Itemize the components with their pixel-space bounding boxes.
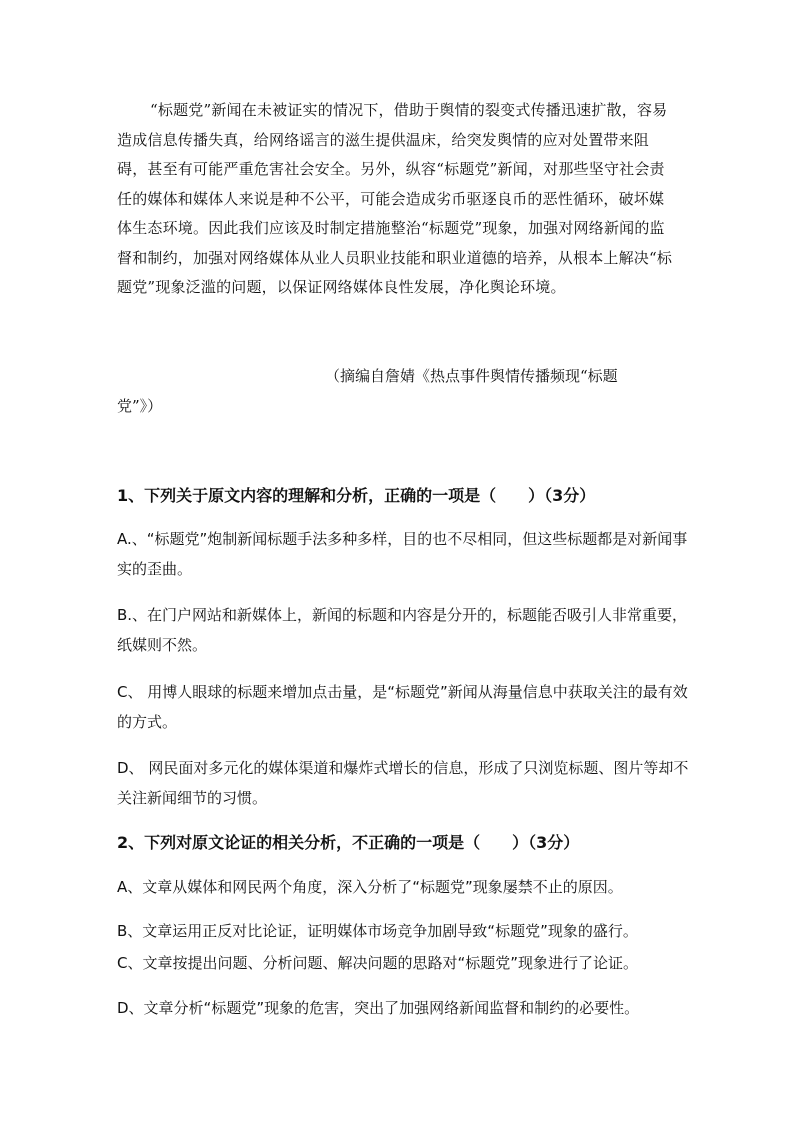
- question-2-option-b[interactable]: B、文章运用正反对比论证，证明媒体市场竞争加剧导致“标题党”现象的盛行。: [117, 922, 638, 940]
- source-citation-line1: （摘编自詹婧《热点事件舆情传播频现“标题: [325, 367, 618, 385]
- question-1-option-a[interactable]: A.、“标题党”炮制新闻标题手法多种多样，目的也不尽相同，但这些标题都是对新闻事实的歪曲。: [117, 530, 688, 578]
- question-2-option-c[interactable]: C、文章按提出问题、分析问题、解决问题的思路对“标题党”现象进行了论证。: [117, 954, 639, 972]
- question-2-option-d[interactable]: D、文章分析“标题党”现象的危害，突出了加强网络新闻监督和制约的必要性。: [117, 999, 640, 1017]
- question-1-option-c[interactable]: C、 用博人眼球的标题来增加点击量，是“标题党”新闻从海量信息中获取关注的最有效的方式。: [117, 683, 688, 731]
- question-1-option-d[interactable]: D、 网民面对多元化的媒体渠道和爆炸式增长的信息，形成了只浏览标题、图片等却不关注新闻细节的习惯。: [117, 759, 689, 807]
- question-1-title: 1、下列关于原文内容的理解和分析，正确的一项是（ ）（3分）: [117, 486, 596, 505]
- question-2-option-a[interactable]: A、文章从媒体和网民两个角度，深入分析了“标题党”现象屡禁不止的原因。: [117, 878, 623, 896]
- source-citation-line2: 党”》）: [117, 397, 163, 415]
- question-1-option-b[interactable]: B.、在门户网站和新媒体上，新闻的标题和内容是分开的，标题能否吸引人非常重要，纸媒则不然。: [117, 606, 688, 654]
- passage-paragraph: “标题党”新闻在未被证实的情况下，借助于舆情的裂变式传播迅速扩散，容易造成信息传播失真，给网络谣言的滋生提供温床，给突发舆情的应对处置带来阻碍，甚至有可能严重危害社会安全。另外，纵容“标题党”新闻，对那些坚守社会责任的媒体和媒体人来说是种不公平，可能会造成劣币驱逐良币的恶性循环，破坏媒体生态环境。因此我们应该及时制定措施整治“标题党”现象，加强对网络新闻的监督和制约，加强对网络媒体从业人员职业技能和职业道德的培养，从根本上解决“标题党”现象泛滥的问题，以保证网络媒体良性发展，净化舆论环境。: [117, 101, 673, 296]
- question-2-title: 2、下列对原文论证的相关分析，不正确的一项是（ ）（3分）: [117, 833, 580, 852]
